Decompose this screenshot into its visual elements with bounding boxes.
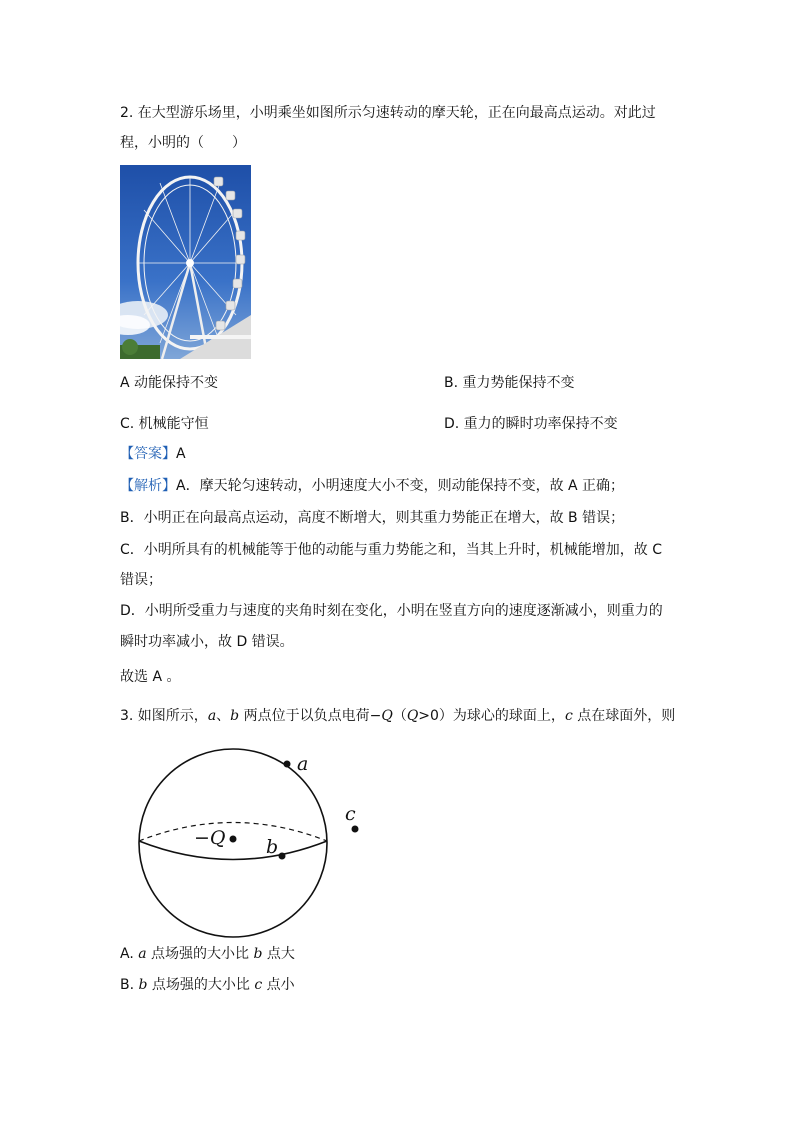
q3-option-b (120, 975, 295, 995)
point-q (230, 836, 237, 843)
analysis-tag: 【解析】 (120, 478, 176, 494)
point-b (279, 853, 286, 860)
q2-option-b: B. 重力势能保持不变 (444, 375, 575, 391)
q2-analysis-c2: 错误； (120, 572, 162, 588)
q3-opt-a-end: 点大 (262, 946, 295, 962)
label-q: −Q (194, 827, 226, 849)
q3-opt-b-var2: c (254, 977, 263, 993)
answer-tag: 【答案】 (120, 446, 176, 462)
q3-stem-mid: 两点位于以负点电荷− (239, 708, 382, 724)
q2-analysis-a (120, 476, 624, 496)
q3-opt-b-end: 点小 (262, 977, 295, 993)
label-a: a (297, 753, 309, 775)
label-b: b (266, 836, 279, 858)
point-a (284, 761, 291, 768)
q3-cond: >0）为球心的球面上， (418, 708, 565, 724)
q3-var-q2: Q (406, 708, 419, 724)
q2-stem-line1: 2. 在大型游乐场里，小明乘坐如图所示匀速转动的摩天轮，正在向最高点运动。对此过 (120, 105, 656, 121)
q2-conclusion: 故选 A 。 (120, 669, 181, 685)
q3-paren: （ (392, 708, 407, 724)
q3-stem (120, 706, 675, 726)
q3-opt-a-pre: A. (120, 946, 139, 962)
q3-opt-b-pre: B. (120, 977, 139, 993)
q3-sep: 、 (216, 708, 231, 724)
q3-opt-a-var1: a (138, 946, 147, 962)
q2-answer (120, 444, 186, 464)
label-c: c (345, 803, 356, 825)
equator-front (139, 841, 327, 860)
q3-opt-b-mid: 点场强的大小比 (147, 977, 255, 993)
q3-opt-b-var1: b (138, 977, 148, 993)
q2-option-a: A 动能保持不变 (120, 375, 219, 391)
q3-var-q: Q (381, 708, 393, 724)
q2-analysis-d1: D．小明所受重力与速度的夹角时刻在变化，小明在竖直方向的速度逐渐减小，则重力的 (120, 603, 663, 619)
q3-var-b: b (230, 708, 240, 724)
q3-stem-pre: 3. 如图所示， (120, 708, 208, 724)
q2-analysis-c1: C．小明所具有的机械能等于他的动能与重力势能之和，当其上升时，机械能增加，故 C (120, 542, 662, 558)
point-c (352, 826, 359, 833)
q2-analysis-d2: 瞬时功率减小，故 D 错误。 (120, 634, 294, 650)
q3-var-a: a (207, 708, 217, 724)
q3-opt-a-mid: 点场强的大小比 (146, 946, 254, 962)
q3-option-a (120, 944, 295, 964)
q2-option-d: D. 重力的瞬时功率保持不变 (444, 416, 618, 432)
q2-option-c: C. 机械能守恒 (120, 416, 209, 432)
sphere-diagram (130, 740, 370, 940)
answer-value: A (176, 446, 186, 462)
ferris-wheel-image (120, 165, 251, 359)
sphere-outline (139, 749, 327, 937)
q3-var-c: c (564, 708, 573, 724)
q3-opt-a-var2: b (253, 946, 263, 962)
q3-stem-end: 点在球面外，则 (572, 708, 676, 724)
q2-stem-line2: 程，小明的（ ） (120, 135, 246, 151)
q2-analysis-b: B．小明正在向最高点运动，高度不断增大，则其重力势能正在增大，故 B 错误； (120, 510, 625, 526)
analysis-a-text: A．摩天轮匀速转动，小明速度大小不变，则动能保持不变，故 A 正确； (176, 478, 625, 494)
